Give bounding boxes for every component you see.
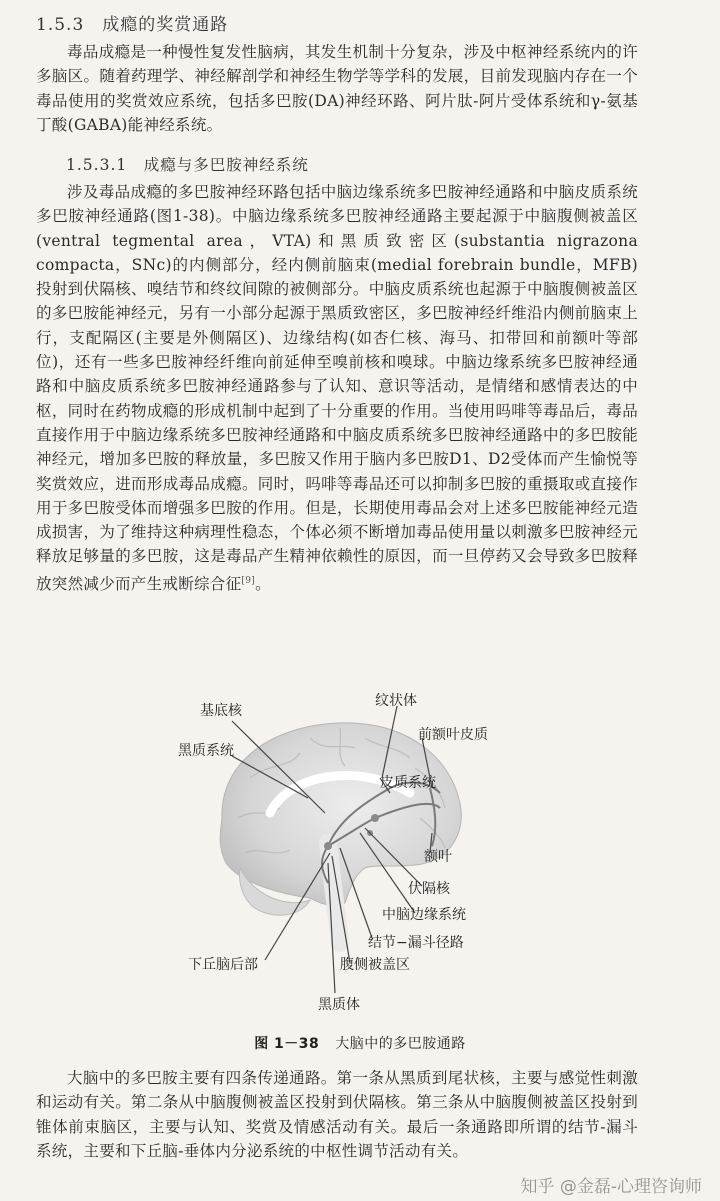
label-frontal-lobe: 额叶: [424, 849, 452, 865]
figure-caption-number: 图 1－38: [254, 1036, 320, 1052]
paragraph-four-pathways: 大脑中的多巴胺主要有四条传递通路。第一条从黑质到尾状核，主要与感觉性刺激和运动有关。第二条从中脑腹侧被盖区投射到伏隔核。第三条从中脑腹侧被盖区投射到锥体前束脑区，主要与认知、奖赏及情感活动有关。最后一条通路即所谓的结节-漏斗系统，主要和下丘脑-垂体内分泌系统的中枢性调节活动有关。: [36, 1069, 638, 1160]
label-tuberoinfundibular-pathway: 结节−漏斗径路: [368, 935, 464, 951]
label-posterior-hypothalamus: 下丘脑后部: [188, 957, 258, 973]
label-ventral-tegmental-area: 腹侧被盖区: [340, 957, 410, 973]
label-striatum: 纹状体: [375, 693, 417, 709]
figure-caption-text: 大脑中的多巴胺通路: [335, 1036, 466, 1052]
paragraph-dopamine-text: 涉及毒品成瘾的多巴胺神经环路包括中脑边缘系统多巴胺神经通路和中脑皮质系统多巴胺神经通路(图1-38)。中脑边缘系统多巴胺神经通路主要起源于中脑腹侧被盖区(ventral tegmental area，VTA)和黑质致密区(substantia nigrazona compacta，SNc)的内侧部分，经内侧前脑束(medial forebrain bundle，MFB)投射到伏隔核、嗅结节和终纹间隙的被侧部分。中脑皮质系统也起源于中脑腹侧被盖区的多巴胺能神经元，另有一小部分起源于黑质致密区，多巴胺神经纤维沿内侧前脑束上行，支配隔区(主要是外侧隔区)、边缘结构(如杏仁核、海马、扣带回和前额叶等部位)，还有一些多巴胺神经纤维向前延伸至嗅前核和嗅球。中脑边缘系统多巴胺神经通路和中脑皮质系统多巴胺神经通路参与了认知、意识等活动，是情绪和感情表达的中枢，同时在药物成瘾的形成机制中起到了十分重要的作用。当使用吗啡等毒品后，毒品直接作用于中脑边缘系统多巴胺神经通路和中脑皮质系统多巴胺神经通路中的多巴胺能神经元，增加多巴胺的释放量，多巴胺又作用于脑内多巴胺D1、D2受体而产生愉悦等奖赏效应，进而形成毒品成瘾。同时，吗啡等毒品还可以抑制多巴胺的重摄取或直接作用于多巴胺受体而增强多巴胺的作用。但是，长期使用毒品会对上述多巴胺能神经元造成损害，为了维持这种病理性稳态，个体必须不断增加毒品使用量以刺激多巴胺神经元释放足够量的多巴胺，这是毒品产生精神依赖性的原因，而一旦停药又会导致多巴胺释放突然减少而产生戒断综合征: [36, 183, 638, 593]
zhihu-watermark: 知乎 @金磊-心理咨询师: [520, 1177, 702, 1197]
paragraph-intro: 毒品成瘾是一种慢性复发性脑病，其发生机制十分复杂，涉及中枢神经系统内的许多脑区。随着药理学、神经解剖学和神经生物学等学科的发展，目前发现脑内存在一个毒品使用的奖赏效应系统，包括多巴胺(DA)神经环路、阿片肽-阿片受体系统和γ-氨基丁酸(GABA)能神经系统。: [36, 43, 638, 134]
paragraph-dopamine: [36, 180, 638, 596]
label-basal-ganglia: 基底核: [200, 703, 242, 719]
label-nigral-system: 黑质系统: [178, 743, 234, 759]
section-heading: 1.5.3 成瘾的奖赏通路: [36, 15, 229, 35]
citation-marker: [9]: [241, 575, 256, 586]
label-cortical-system: 皮质系统: [380, 775, 436, 791]
label-substantia-nigra: 黑质体: [318, 997, 360, 1013]
brain-diagram-illustration: [160, 668, 540, 1028]
figure-caption: [0, 1033, 720, 1053]
paragraph-dopamine-end: 。: [255, 574, 271, 593]
label-prefrontal-cortex: 前额叶皮质: [418, 727, 488, 743]
dopamine-pathway-figure: [160, 668, 540, 1028]
subsection-heading: 1.5.3.1 成瘾与多巴胺神经系统: [66, 156, 309, 174]
label-mesolimbic-system: 中脑边缘系统: [382, 907, 466, 923]
label-nucleus-accumbens: 伏隔核: [408, 881, 450, 897]
